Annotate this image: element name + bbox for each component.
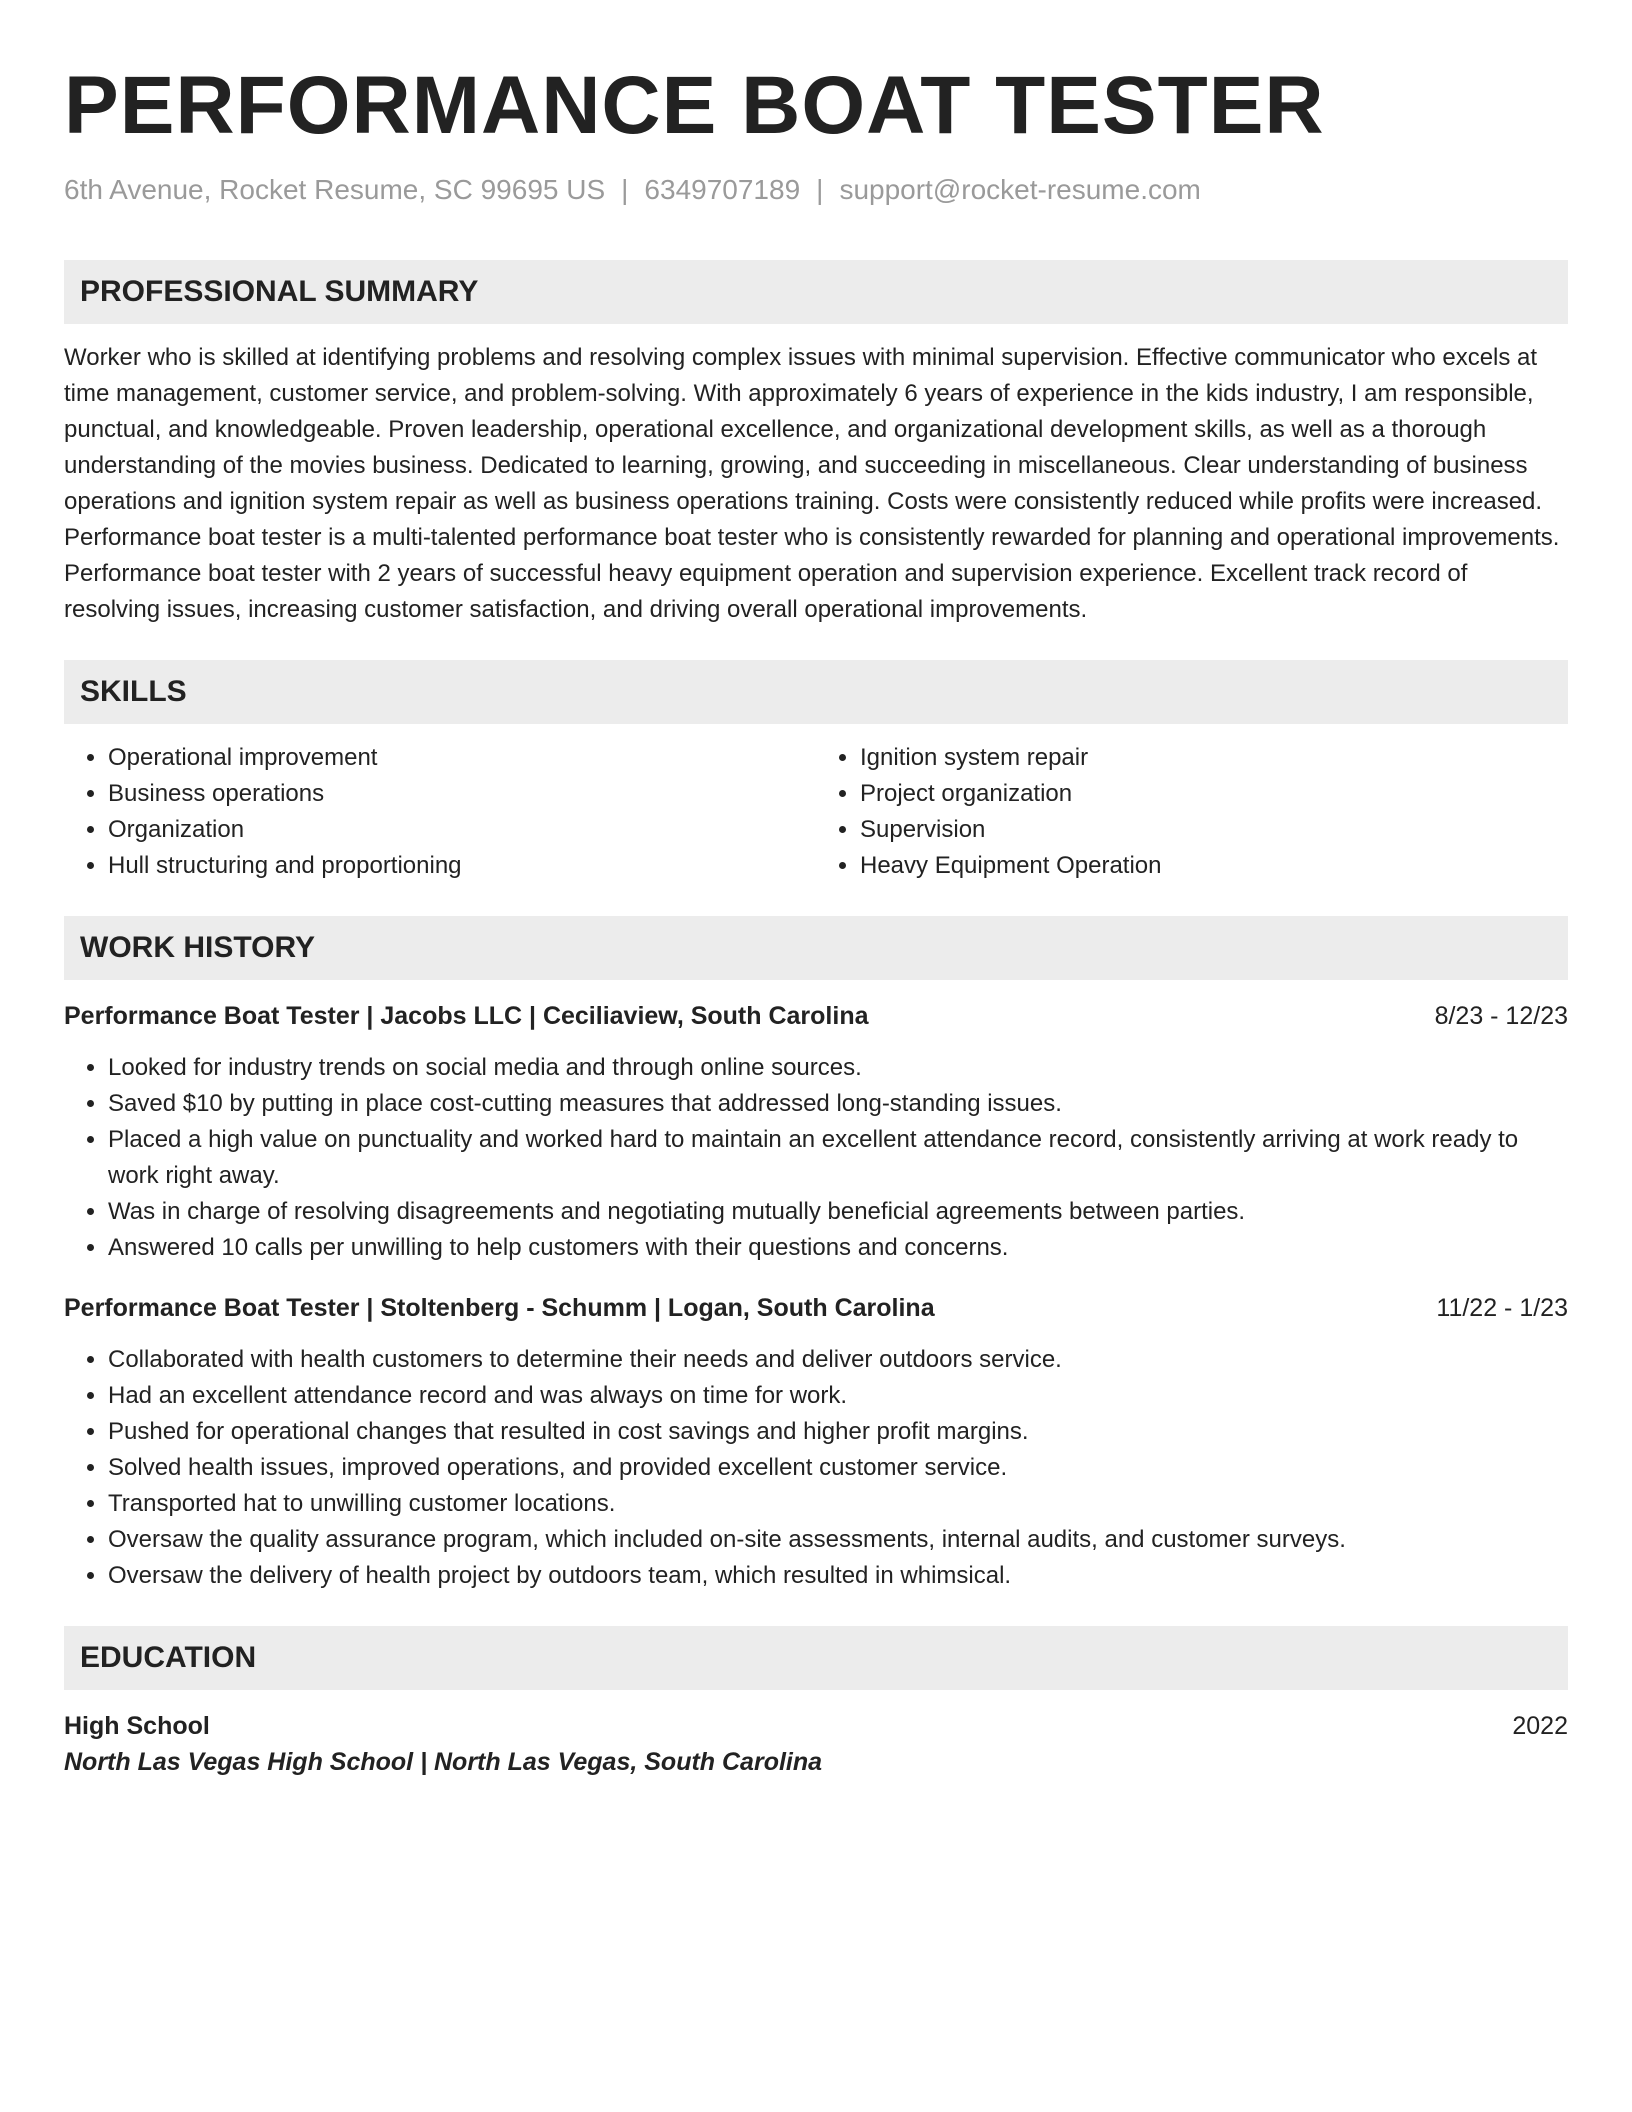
work-history-heading: WORK HISTORY xyxy=(64,916,1568,980)
contact-separator: | xyxy=(816,174,824,205)
contact-address: 6th Avenue, Rocket Resume, SC 99695 US xyxy=(64,174,606,205)
education-degree: High School xyxy=(64,1712,210,1740)
job-bullet: • Collaborated with health customers to determine their needs and deliver outdoors service. xyxy=(108,1342,1568,1378)
job-bullet: • Looked for industry trends on social media and through online sources. xyxy=(108,1050,1568,1086)
job-dates: 11/22 - 1/23 xyxy=(1436,1294,1568,1322)
summary-heading: PROFESSIONAL SUMMARY xyxy=(64,260,1568,324)
job-bullet: • Oversaw the quality assurance program, which included on-site assessments, internal audits, and customer surveys. xyxy=(108,1522,1568,1558)
job-bullet: • Was in charge of resolving disagreements and negotiating mutually beneficial agreements between parties. xyxy=(108,1194,1568,1230)
contact-email: support@rocket-resume.com xyxy=(839,174,1201,205)
education-heading: EDUCATION xyxy=(64,1626,1568,1690)
job-bullet: • Solved health issues, improved operations, and provided excellent customer service. xyxy=(108,1450,1568,1486)
skill-item: • Business operations xyxy=(108,776,816,812)
summary-text: Worker who is skilled at identifying problems and resolving complex issues with minimal supervision. Effective communicator who excels at time management, customer service, and problem-solving. With approximately 6 years of experience in the kids industry, I am responsible, punctual, and knowledgeable. Proven leadership, operational excellence, and organizational development skills, as well as a thorough understanding of the movies business. Dedicated to learning, growing, and succeeding in miscellaneous. Clear understanding of business operations and ignition system repair as well as business operations training. Costs were consistently reduced while profits were increased. Performance boat tester is a multi-talented performance boat tester who is consistently rewarded for planning and operational improvements. Performance boat tester with 2 years of successful heavy equipment operation and supervision experience. Excellent track record of resolving issues, increasing customer satisfaction, and driving overall operational improvements. xyxy=(64,344,1560,623)
education-year: 2022 xyxy=(1512,1712,1568,1740)
job-bullet: • Transported hat to unwilling customer locations. xyxy=(108,1486,1568,1522)
job-bullets xyxy=(64,1342,1568,1594)
job-bullet: • Placed a high value on punctuality and worked hard to maintain an excellent attendance record, consistently arriving at work ready to work right away. xyxy=(108,1122,1568,1194)
skills-heading: SKILLS xyxy=(64,660,1568,724)
job-bullet: • Saved $10 by putting in place cost-cutting measures that addressed long-standing issues. xyxy=(108,1086,1568,1122)
job-title: Performance Boat Tester | Stoltenberg - Schumm | Logan, South Carolina xyxy=(64,1294,935,1322)
skill-item: • Heavy Equipment Operation xyxy=(860,848,1568,884)
skill-item: • Supervision xyxy=(860,812,1568,848)
education-header xyxy=(64,1708,1568,1744)
education-school: North Las Vegas High School | North Las Vegas, South Carolina xyxy=(64,1748,823,1776)
job-bullet: • Had an excellent attendance record and was always on time for work. xyxy=(108,1378,1568,1414)
skill-item: • Project organization xyxy=(860,776,1568,812)
contact-line xyxy=(64,172,1568,208)
skill-item: • Hull structuring and proportioning xyxy=(108,848,816,884)
contact-separator: | xyxy=(621,174,629,205)
job-bullet: • Oversaw the delivery of health project by outdoors team, which resulted in whimsical. xyxy=(108,1558,1568,1594)
skills-right-list xyxy=(816,740,1568,884)
job-bullet: • Pushed for operational changes that resulted in cost savings and higher profit margins. xyxy=(108,1414,1568,1450)
skill-item: • Operational improvement xyxy=(108,740,816,776)
resume-name: PERFORMANCE BOAT TESTER xyxy=(64,60,1325,151)
job-header xyxy=(64,998,1568,1034)
job-dates: 8/23 - 12/23 xyxy=(1434,1002,1568,1030)
skills-left-list xyxy=(64,740,816,884)
skills-columns xyxy=(64,740,1568,884)
skill-item: • Ignition system repair xyxy=(860,740,1568,776)
job-bullets xyxy=(64,1050,1568,1266)
job-header xyxy=(64,1290,1568,1326)
job-title: Performance Boat Tester | Jacobs LLC | Ceciliaview, South Carolina xyxy=(64,1002,869,1030)
skill-item: • Organization xyxy=(108,812,816,848)
contact-phone: 6349707189 xyxy=(644,174,801,205)
job-bullet: • Answered 10 calls per unwilling to help customers with their questions and concerns. xyxy=(108,1230,1568,1266)
